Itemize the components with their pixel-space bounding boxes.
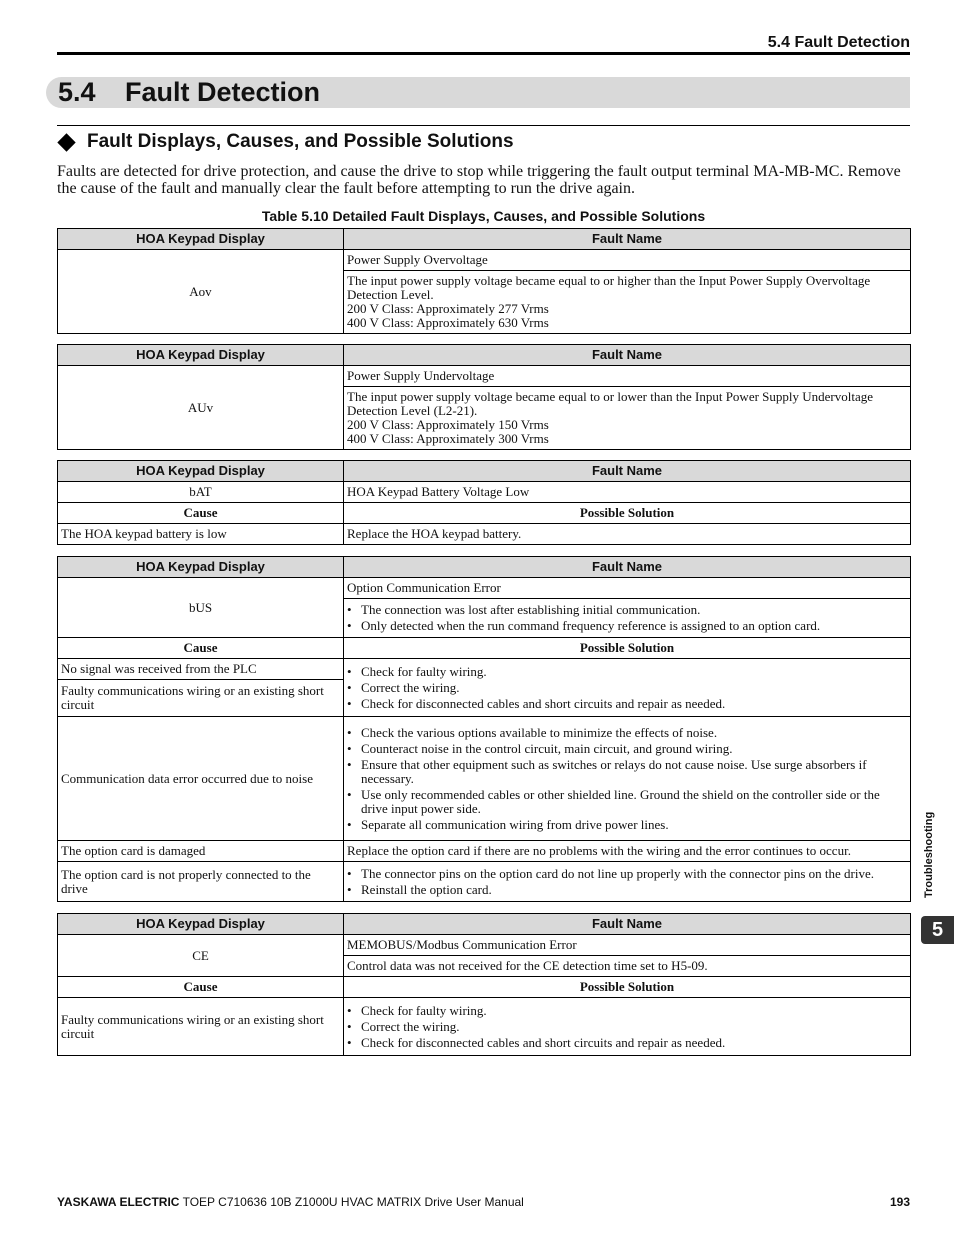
table-row — [58, 841, 911, 862]
list-item: • Ensure that other equipment such as switches or relays do not cause noise. Use surge absorbers if necessary. — [347, 758, 907, 786]
solution-cell — [344, 659, 911, 717]
cause-cell: The option card is damaged — [58, 841, 344, 862]
footer-brand: YASKAWA ELECTRIC — [57, 1195, 180, 1209]
fault-name: MEMOBUS/Modbus Communication Error — [344, 935, 911, 956]
chapter-tab: 5 — [921, 916, 954, 944]
col-header-fault-name: Fault Name — [344, 914, 911, 935]
footer-doc-title: TOEP C710636 10B Z1000U HVAC MATRIX Drive User Manual — [182, 1195, 524, 1209]
list-item: • The connector pins on the option card do not line up properly with the connector pins on the drive. — [347, 867, 907, 881]
table-row — [58, 717, 911, 841]
table-caption: Table 5.10 Detailed Fault Displays, Causes, and Possible Solutions — [261, 208, 706, 224]
table-row — [58, 578, 911, 599]
fault-table-bus — [57, 556, 911, 902]
list-item: • Check the various options available to minimize the effects of noise. — [347, 726, 907, 740]
table-subheader-row — [58, 503, 911, 524]
fault-table-aov — [57, 228, 911, 334]
fault-code: AUv — [58, 366, 344, 450]
table-subheader-row — [58, 977, 911, 998]
page-footer — [57, 1193, 910, 1211]
list-item: • Only detected when the run command frequency reference is assigned to an option card. — [347, 619, 907, 633]
list-item: • Check for faulty wiring. — [347, 665, 907, 679]
cause-cell: The HOA keypad battery is low — [58, 524, 344, 545]
solution-cell — [344, 862, 911, 902]
fault-code: bUS — [58, 578, 344, 638]
fault-code: bAT — [58, 482, 344, 503]
cause-cell: Faulty communications wiring or an existing short circuit — [58, 998, 344, 1056]
table-row — [58, 524, 911, 545]
list-item: • Counteract noise in the control circuit, main circuit, and ground wiring. — [347, 742, 907, 756]
fault-table-auv — [57, 344, 911, 450]
col-header-display: HOA Keypad Display — [58, 345, 344, 366]
solution-cell — [344, 717, 911, 841]
col-header-cause: Cause — [58, 638, 344, 659]
list-item: • The connection was lost after establishing initial communication. — [347, 603, 907, 617]
table-row — [58, 366, 911, 387]
col-header-solution: Possible Solution — [344, 977, 911, 998]
list-item: • Use only recommended cables or other shielded line. Ground the shield on the controller side or the drive input power side. — [347, 788, 907, 816]
solution-cell: Replace the HOA keypad battery. — [344, 524, 911, 545]
fault-name: HOA Keypad Battery Voltage Low — [344, 482, 911, 503]
table-row — [58, 482, 911, 503]
description-line: The input power supply voltage became equal to or lower than the Input Power Supply Undervoltage Detection Level (L2-21). — [347, 389, 874, 418]
col-header-fault-name: Fault Name — [344, 557, 911, 578]
col-header-display: HOA Keypad Display — [58, 557, 344, 578]
fault-notes — [344, 599, 911, 638]
section-number: 5.4 — [58, 77, 96, 107]
col-header-display: HOA Keypad Display — [58, 914, 344, 935]
list-item: • Correct the wiring. — [347, 681, 907, 695]
fault-name: Option Communication Error — [344, 578, 911, 599]
section-title: Fault Detection — [125, 77, 321, 107]
cause-cell: The option card is not properly connected to the drive — [58, 862, 344, 902]
table-row — [58, 250, 911, 271]
fault-table-bat — [57, 460, 911, 545]
col-header-cause: Cause — [58, 503, 344, 524]
cause-cell: Communication data error occurred due to noise — [58, 717, 344, 841]
table-header-row — [58, 461, 911, 482]
table-header-row — [58, 345, 911, 366]
table-row — [58, 862, 911, 902]
table-row — [58, 998, 911, 1056]
description-line: 200 V Class: Approximately 150 Vrms — [347, 417, 549, 432]
description-line: 200 V Class: Approximately 277 Vrms — [347, 301, 549, 316]
list-item: • Check for disconnected cables and short circuits and repair as needed. — [347, 1036, 907, 1050]
section-divider — [57, 125, 910, 126]
table-subheader-row — [58, 638, 911, 659]
page-number: 193 — [889, 1195, 910, 1209]
col-header-solution: Possible Solution — [344, 638, 911, 659]
col-header-fault-name: Fault Name — [344, 461, 911, 482]
fault-description: Control data was not received for the CE detection time set to H5-09. — [344, 956, 911, 977]
intro-paragraph: Faults are detected for drive protection, and cause the drive to stop while triggering the fault output terminal MA-MB-MC. Remove the cause of the fault and manually clear the fault before attempting to run the drive again. — [57, 163, 901, 197]
col-header-fault-name: Fault Name — [344, 345, 911, 366]
diamond-bullet-icon — [57, 133, 75, 151]
col-header-display: HOA Keypad Display — [58, 461, 344, 482]
col-header-cause: Cause — [58, 977, 344, 998]
list-item: • Separate all communication wiring from drive power lines. — [347, 818, 907, 832]
chapter-side-label: Troubleshooting — [923, 811, 935, 898]
col-header-display: HOA Keypad Display — [58, 229, 344, 250]
fault-code: Aov — [58, 250, 344, 334]
table-header-row — [58, 914, 911, 935]
fault-description — [344, 387, 911, 450]
cause-cell: Faulty communications wiring or an existing short circuit — [58, 680, 344, 717]
col-header-fault-name: Fault Name — [344, 229, 911, 250]
fault-name: Power Supply Undervoltage — [344, 366, 911, 387]
section-heading — [46, 77, 910, 108]
table-row — [58, 659, 911, 680]
fault-name: Power Supply Overvoltage — [344, 250, 911, 271]
cause-cell: No signal was received from the PLC — [58, 659, 344, 680]
fault-description — [344, 271, 911, 334]
running-header: 5.4 Fault Detection — [57, 33, 910, 55]
list-item: • Reinstall the option card. — [347, 883, 907, 897]
description-line: 400 V Class: Approximately 630 Vrms — [347, 315, 549, 330]
fault-table-ce — [57, 913, 911, 1056]
table-header-row — [58, 229, 911, 250]
list-item: • Correct the wiring. — [347, 1020, 907, 1034]
solution-cell — [344, 998, 911, 1056]
description-line: The input power supply voltage became equal to or higher than the Input Power Supply Overvoltage Detection Level. — [347, 273, 871, 302]
table-row — [58, 935, 911, 956]
col-header-solution: Possible Solution — [344, 503, 911, 524]
subsection-heading — [57, 131, 514, 153]
table-header-row — [58, 557, 911, 578]
description-line: 400 V Class: Approximately 300 Vrms — [347, 431, 549, 446]
subsection-title: Fault Displays, Causes, and Possible Solutions — [87, 131, 514, 152]
list-item: • Check for faulty wiring. — [347, 1004, 907, 1018]
footer-document — [57, 1193, 524, 1211]
fault-code: CE — [58, 935, 344, 977]
list-item: • Check for disconnected cables and short circuits and repair as needed. — [347, 697, 907, 711]
solution-cell: Replace the option card if there are no problems with the wiring and the error continues to occur. — [344, 841, 911, 862]
